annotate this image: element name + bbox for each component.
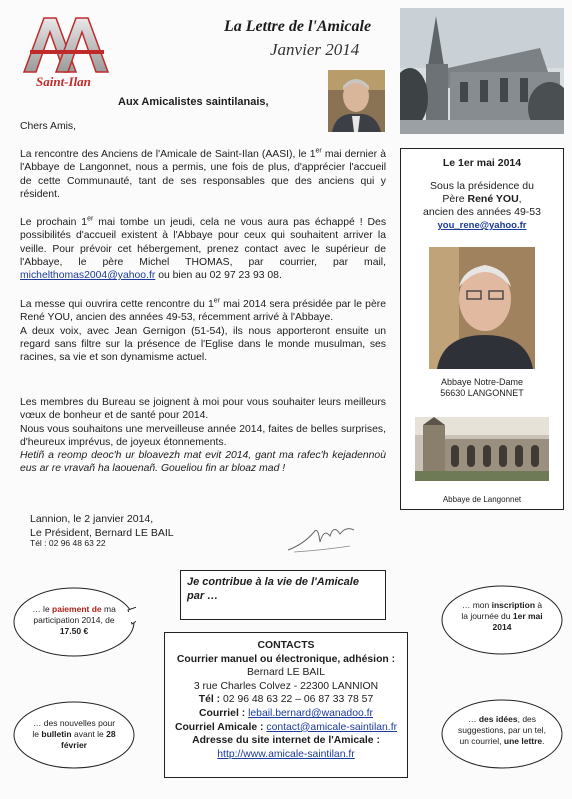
signature-name: Le Président, Bernard LE BAIL [30,527,174,539]
abbey-photo [415,417,549,481]
sidebar-presidency: Sous la présidence du Père René YOU, ancien des années 49-53 you_rene@yahoo.fr [401,180,563,232]
contribute-box [180,570,386,620]
contacts-tel: Tél : 02 96 48 63 22 – 06 87 33 78 57 [198,694,374,706]
bernard-email-link[interactable]: lebail.bernard@wanadoo.fr [248,707,373,719]
sidebar-title: Le 1er mai 2014 [442,157,522,169]
paragraph-2: Le prochain 1er mai tombe un jeudi, cela ne vous aura pas échappé ! Des possibilités d'accueil existent à l'Abbaye pour ceux qui souhaitent arriver la veille. Pour prévoir cet hébergement, prenez contact avec le supérieur de l'Abbaye, le père Michel THOMAS, par courrier, par mail, michelthomas2004@yahoo.fr ou bien au 02 97 23 93 08. [20,215,387,282]
contacts-courriel: Courriel : lebail.bernard@wanadoo.fr [199,707,373,719]
contacts-name: Bernard LE BAIL [247,667,325,679]
bubble-bulletin: … des nouvelles pour le bulletin avant le 28 février [12,700,136,770]
bubble-payment: … le paiement de ma participation 2014, de 17.50 € [12,586,136,658]
sidebar-address: Abbaye Notre-Dame 56630 LANGONNET [440,377,524,398]
abbey-photo-caption: Abbaye de Langonnet [442,495,522,504]
amicale-website-link[interactable]: http://www.amicale-saintilan.fr [217,748,355,760]
contacts-box [164,632,408,778]
paragraph-4: Les membres du Bureau se joignent à moi pour vous souhaiter leurs meilleurs vœux de bonheur et de santé pour 2014. Nous vous souhaitons une merveilleuse année 2014, faites de belles surprises, d'heureux imprévus, de joyeux étonnements. Hetiñ a reomp deoc'h ur bloavezh mat evit 2014, gant ma rafec'h kejadennoù eus ar re vravañ ha laouenañ. Goueliou fin ar bloaz mad ! [20,397,386,475]
contacts-title: CONTACTS [257,640,315,651]
salutation: Chers Amis, [20,121,77,132]
newsletter-date: Janvier 2014 [270,40,360,59]
you-email-link[interactable]: you_rene@yahoo.fr [437,220,527,231]
paragraph-1: La rencontre des Anciens de l'Amicale de Saint-Ilan (AASI), le 1er mai dernier à l'Abbaye de Langonnet, nous a permis, une fois de plus, d'apprécier l'accueil de cette Communauté, tant de ses responsables que des anciens qui y résident. [20,147,386,200]
paragraph-3: La messe qui ouvrira cette rencontre du 1er mai 2014 sera présidée par le père René YOU, ancien des années 49-53, récemment arrivé à l'Abbaye. A deux voix, avec Jean Gernigon (51-54), ils nous apporteront ensuite un regard sans filtre sur la présence de l'Eglise dans le monde musulman, ses racines, sa vie et son dynamisme actuel. [20,297,386,364]
contribute-line-1: Je contribue à la vie de l'Amicale [187,576,359,588]
bubble-ideas: … des idées, des suggestions, par un tel, un courriel, une lettre. [440,698,564,770]
abbey-email-link[interactable]: michelthomas2004@yahoo.fr [20,270,156,282]
logo-subtitle: Saint-Ilan [36,74,91,89]
signature-place-date: Lannion, le 2 janvier 2014, [30,513,154,525]
contacts-heading: Courrier manuel ou électronique, adhésion : [176,653,396,665]
rene-you-portrait [429,247,535,369]
amicale-email-link[interactable]: contact@amicale-saintilan.fr [266,721,398,733]
signature-block [30,512,174,540]
signature-tel: Tél : 02 96 48 63 22 [30,538,106,548]
contacts-site-label: Adresse du site internet de l'Amicale : [192,735,380,747]
contacts-amicale: Courriel Amicale : contact@amicale-saintilan.fr [174,721,398,733]
bubble-registration: … mon inscription à la journée du 1er mai 2014 [440,584,564,656]
church-photo [400,8,564,134]
greeting-heading: Aux Amicalistes saintilanais, [118,96,269,108]
newsletter-title: La Lettre de l'Amicale [224,18,372,35]
contacts-address: 3 rue Charles Colvez - 22300 LANNION [193,680,379,692]
contribute-line-2: par … [187,590,219,602]
handwritten-signature [284,520,364,556]
event-sidebar [400,148,564,510]
